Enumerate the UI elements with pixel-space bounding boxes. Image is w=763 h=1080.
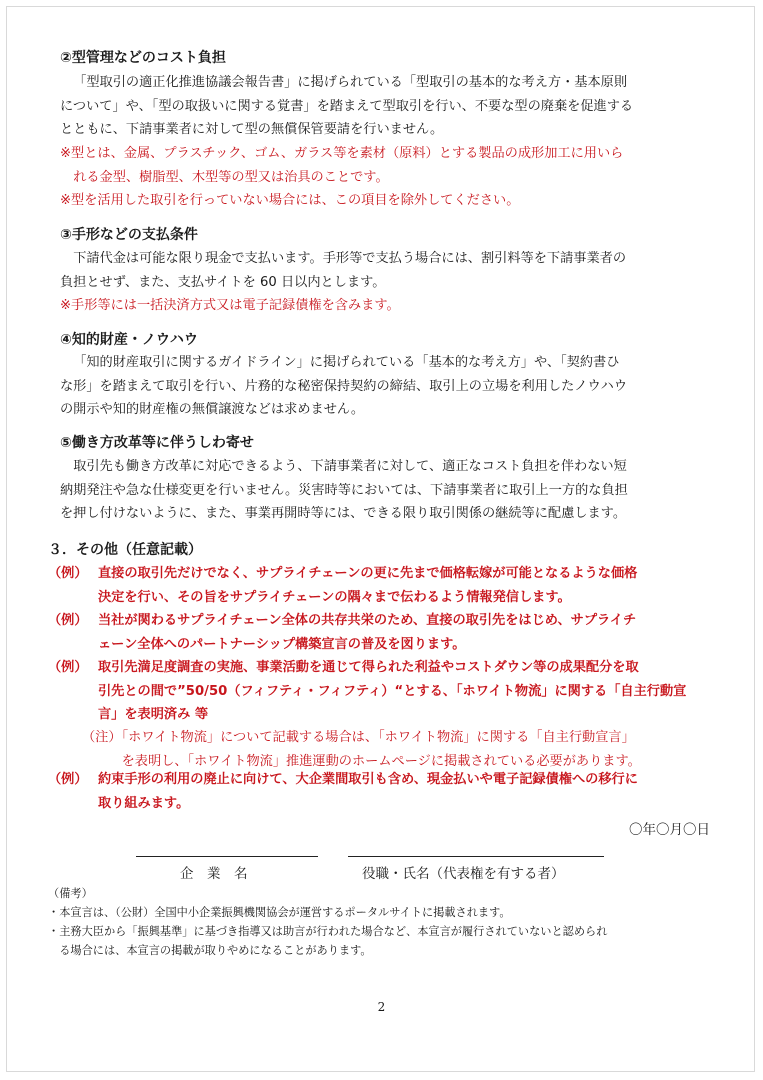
- page-number: 2: [377, 1000, 386, 1014]
- section-heading-other: ３．その他（任意記載）: [48, 542, 202, 558]
- remarks-item: ・主務大臣から「振興基準」に基づき指導又は助言が行われた場合など、本宣言が履行されていないと認められ: [48, 925, 608, 938]
- payment-note: ※手形等には一括決済方式又は電子記録債権を含みます。: [60, 298, 400, 313]
- section-body-ip: 「知的財産取引に関するガイドライン」に掲げられている「基本的な考え方」や、「契約書ひ な形」を踏まえて取引を行い、片務的な秘密保持契約の締結、取引上の立場を利用したノウハウ の開示や知的財産権の無償譲渡などは求めません。: [60, 355, 628, 417]
- declaration-date: 〇年〇月〇日: [629, 822, 710, 838]
- representative-name-label: 役職・氏名（代表権を有する者）: [362, 866, 565, 882]
- example-item-3: （例） 取引先満足度調査の実施、事業活動を通じて得られた利益やコストダウン等の成果配分を取 引先との間で”50/50（フィフティ・フィフティ）“とする、「ホワイト物流」に関する「自主行動宣 言」を表明済み 等: [48, 660, 687, 722]
- section-body-work-style: 取引先も働き方改革に対応できるよう、下請事業者に対して、適正なコスト負担を伴わない短 納期発注や急な仕様変更を行いません。災害時等においては、下請事業者に取引上一方的な負担 を押し付けないように、また、事業再開時等には、できる限り取引関係の継続等に配慮します。: [60, 459, 628, 521]
- example-item-4: （例） 約束手形の利用の廃止に向けて、大企業間取引も含め、現金払いや電子記録債権への移行に 取り組みます。: [48, 772, 638, 811]
- representative-signature-line: [348, 856, 604, 857]
- section-heading-work-style: ⑤働き方改革等に伴うしわ寄せ: [60, 435, 254, 451]
- remarks-item: ・本宣言は、（公財）全国中小企業振興機関協会が運営するポータルサイトに掲載されます。: [48, 906, 511, 919]
- company-name-label: 企 業 名: [180, 866, 248, 882]
- example-item-1: （例） 直接の取引先だけでなく、サプライチェーンの更に先まで価格転嫁が可能となるような価格 決定を行い、その旨をサプライチェーンの隅々まで伝わるよう情報発信します。: [48, 566, 638, 605]
- company-signature-line: [136, 856, 318, 857]
- remarks: [48, 884, 607, 960]
- example-item-2: （例） 当社が関わるサプライチェーン全体の共存共栄のため、直接の取引先をはじめ、サプライチ ェーン全体へのパートナーシップ構築宣言の普及を図ります。: [48, 613, 637, 652]
- section-body-mold-cost: 「型取引の適正化推進協議会報告書」に掲げられている「型取引の基本的な考え方・基本原則 について」や、「型の取扱いに関する覚書」を踏まえて型取引を行い、不要な型の廃棄を促進する とともに、下請事業者に対して型の無償保管要請を行いません。: [60, 75, 634, 137]
- white-logistics-note: （注）「ホワイト物流」について記載する場合は、「ホワイト物流」に関する「自主行動宣言」 を表明し、「ホワイト物流」推進運動のホームページに掲載されている必要があります。: [82, 730, 641, 769]
- mold-definition-note: ※型とは、金属、プラスチック、ゴム、ガラス等を素材（原料）とする製品の成形加工に用いら れる金型、樹脂型、木型等の型又は治具のことです。 ※型を活用した取引を行っていない場合には、この項目を除外してください。: [60, 146, 624, 208]
- section-heading-ip: ④知的財産・ノウハウ: [60, 332, 198, 348]
- section-heading-mold-cost: ②型管理などのコスト負担: [60, 50, 226, 66]
- remarks-title: （備考）: [48, 887, 93, 900]
- section-body-payment: 下請代金は可能な限り現金で支払います。手形等で支払う場合には、割引料等を下請事業者の 負担とせず、また、支払サイトを 60 日以内とします。: [60, 251, 627, 290]
- remarks-item: る場合には、本宣言の掲載が取りやめになることがあります。: [48, 944, 372, 957]
- section-heading-payment: ③手形などの支払条件: [60, 227, 198, 243]
